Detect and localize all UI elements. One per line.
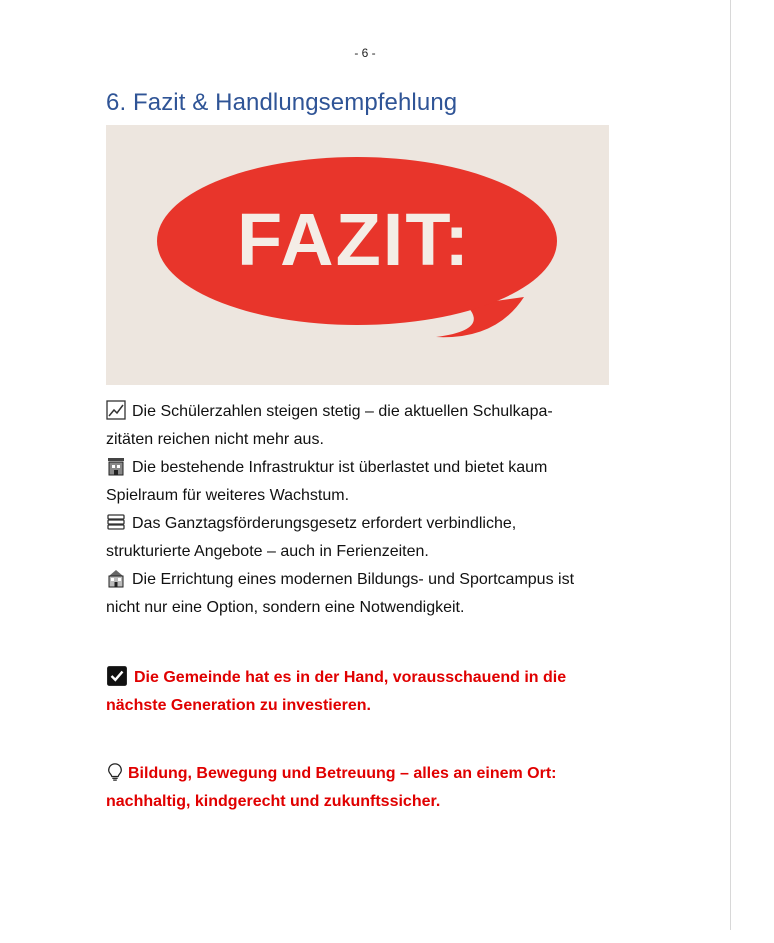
item-text: strukturierte Angebote – auch in Ferienzeiten.: [106, 543, 429, 560]
callout-investment: [106, 664, 646, 720]
page-number: - 6 -: [354, 46, 376, 60]
callout-text: nachhaltig, kindgerecht und zukunftssicher.: [106, 793, 441, 810]
list-item: [106, 398, 646, 454]
speech-bubble-graphic: [106, 125, 609, 385]
callout-text: Bildung, Bewegung und Betreuung – alles an einem Ort:: [128, 765, 557, 782]
books-icon: [106, 512, 126, 532]
chart-increasing-icon: [106, 400, 126, 420]
callout-text: nächste Generation zu investieren.: [106, 697, 371, 714]
item-text: Die bestehende Infrastruktur ist überlastet und bietet kaum: [132, 459, 548, 476]
page-edge: [730, 0, 731, 930]
item-text: Die Schülerzahlen steigen stetig – die aktuellen Schulkapa-: [132, 403, 553, 420]
list-item: [106, 454, 646, 510]
bubble-text: FAZIT:: [237, 198, 471, 281]
callout-summary: [106, 760, 646, 816]
check-mark-button-icon: [106, 665, 128, 687]
item-text: Die Errichtung eines modernen Bildungs- und Sportcampus ist: [132, 571, 575, 588]
summary-list: [106, 398, 646, 622]
list-item: [106, 510, 646, 566]
item-text: nicht nur eine Option, sondern eine Notwendigkeit.: [106, 599, 465, 616]
item-text: Spielraum für weiteres Wachstum.: [106, 487, 350, 504]
list-item: [106, 566, 646, 622]
callout-text: Die Gemeinde hat es in der Hand, vorausschauend in die: [134, 669, 567, 686]
item-text: zitäten reichen nicht mehr aus.: [106, 431, 324, 448]
item-text: Das Ganztagsförderungsgesetz erfordert verbindliche,: [132, 515, 517, 532]
school-icon: [106, 568, 126, 588]
building-construction-icon: [106, 456, 126, 476]
light-bulb-icon: [106, 761, 124, 783]
section-heading: 6. Fazit & Handlungsempfehlung: [106, 89, 458, 116]
fazit-image: [106, 125, 609, 385]
